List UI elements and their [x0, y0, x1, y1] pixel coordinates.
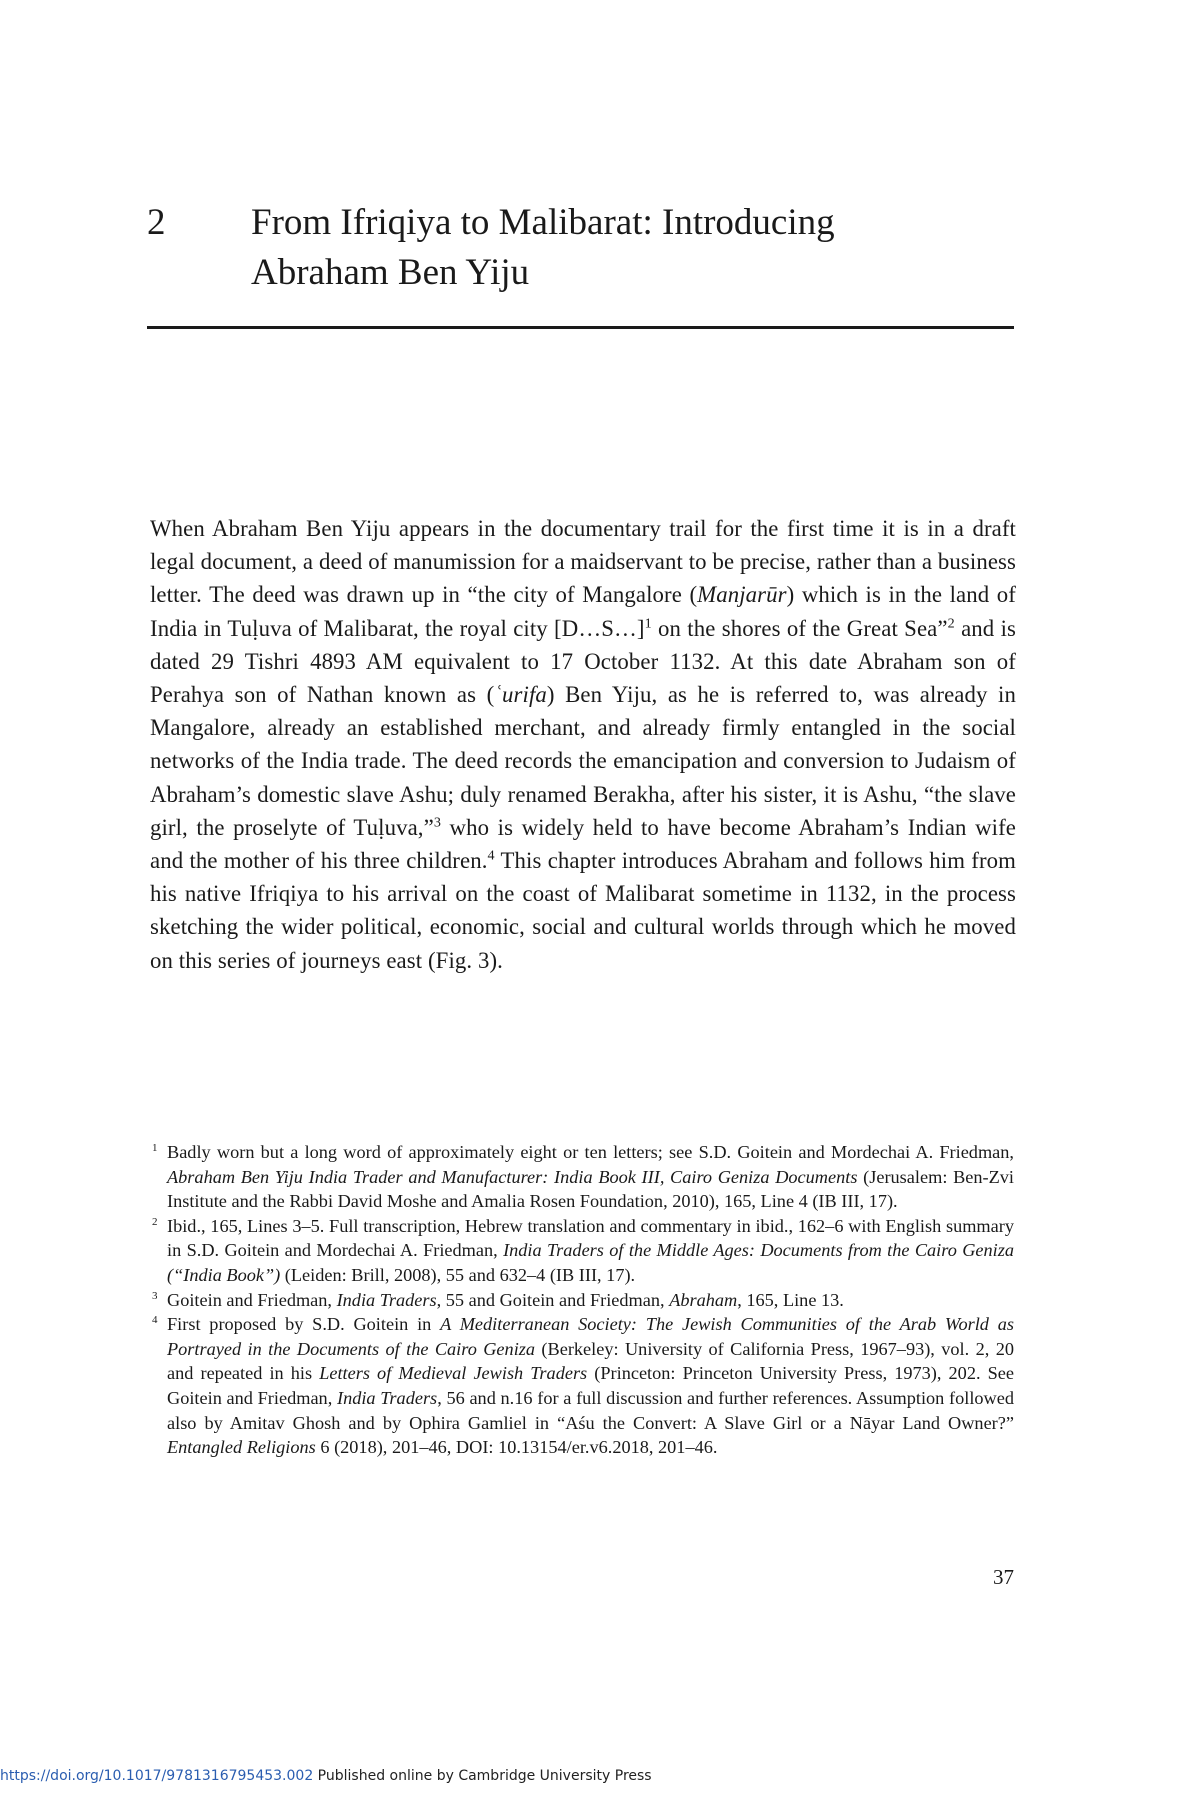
footnote-text: , 55 and Goitein and Friedman,	[436, 1289, 670, 1310]
footnote-text: 6 (2018), 201–46, DOI: 10.13154/er.v6.2018, 201–46.	[315, 1437, 718, 1458]
body-text-segment: ) Ben Yiju, as he is referred to, was already in Mangalore, already an established merchant, and already firmly entangled in the social networks of the India trade. The deed records the emancipation and conversion to Judaism of Abraham’s domestic slave Ashu; duly renamed Berakha, after his sister, it is Ashu, “the slave girl, the proselyte of Tuḷuva,”	[150, 682, 1016, 840]
footnote-ref-4[interactable]: 4	[487, 847, 495, 864]
footnotes	[152, 1140, 1014, 1460]
body-italic-term: Manjarūr	[697, 582, 787, 608]
footnote-3	[152, 1288, 1014, 1313]
footnote-ref-2[interactable]: 2	[947, 615, 955, 632]
footnote-mark: 2	[152, 1215, 158, 1228]
footnote-mark: 3	[152, 1289, 158, 1302]
footnote-text: Badly worn but a long word of approximately eight or ten letters; see S.D. Goitein and Mordechai A. Friedman,	[167, 1142, 1014, 1162]
footnote-italic: Abraham	[669, 1289, 738, 1310]
footnote-text: , 165, Line 13.	[737, 1289, 844, 1310]
footnote-text: (Jerusalem: Ben-Zvi Institute and the Rabbi David Moshe and Amalia Rosen Foundation, 2010), 165, Line 4 (IB III, 17).	[167, 1166, 1014, 1212]
publisher-notice: Published online by Cambridge University Press	[313, 1768, 652, 1784]
footnote-ref-1[interactable]: 1	[644, 615, 652, 632]
body-paragraph	[150, 512, 1016, 977]
chapter-title-line-1: From Ifriqiya to Malibarat: Introducing	[251, 202, 835, 243]
footnote-italic: India Traders	[336, 1289, 437, 1310]
body-text-segment: ) which is in the land of India in Tuḷuva of Malibarat, the royal city [D…S…]	[150, 582, 1016, 641]
footnote-text: First proposed by S.D. Goitein in	[167, 1314, 441, 1335]
footnote-italic: India Traders	[336, 1387, 438, 1408]
chapter-title-line-2: Abraham Ben Yiju	[251, 252, 530, 293]
footnote-mark: 4	[152, 1314, 158, 1327]
doi-footer	[0, 1766, 800, 1786]
doi-link[interactable]: https://doi.org/10.1017/9781316795453.002	[0, 1768, 314, 1784]
footnote-text: (Princeton: Princeton University Press, 1973), 202. See Goitein and Friedman,	[167, 1363, 1014, 1408]
chapter-rule	[147, 326, 1014, 329]
footnote-italic: A Mediterranean Society: The Jewish Communities of the Arab World as Portrayed in the Documents of the Cairo Geniza	[167, 1314, 1014, 1359]
footnote-text: , 56 and n.16 for a full discussion and further references. Assumption followed also by Amitav Ghosh and by Ophira Gamliel in “Aśu the Convert: A Slave Girl or a Nāyar Land Owner?”	[167, 1387, 1015, 1433]
footnote-italic: Entangled Religions	[167, 1437, 316, 1458]
footnote-2	[152, 1214, 1014, 1288]
body-italic-term: ʿurifa	[494, 682, 547, 708]
footnote-italic: India Traders of the Middle Ages: Documents from the Cairo Geniza (“India Book”)	[167, 1240, 1014, 1285]
page-number: 37	[993, 1565, 1014, 1589]
footnote-italic: Letters of Medieval Jewish Traders	[319, 1363, 588, 1384]
footnote-text: (Berkeley: University of California Press, 1967–93), vol. 2, 20 and repeated in his	[167, 1338, 1014, 1384]
body-text-segment: This chapter introduces Abraham and follows him from his native Ifriqiya to his arrival on the coast of Malibarat sometime in 1132, in the process sketching the wider political, economic, social and cultural worlds through which he moved on this series of journeys east (Fig. 3).	[150, 848, 1016, 973]
footnote-4	[152, 1312, 1014, 1460]
footnote-mark: 1	[152, 1142, 158, 1154]
footnote-italic: Abraham Ben Yiju India Trader and Manufacturer: India Book III, Cairo Geniza Documents	[167, 1166, 858, 1187]
chapter-number: 2	[147, 202, 166, 243]
chapter-title	[251, 198, 1011, 298]
footnote-text: Goitein and Friedman,	[167, 1289, 337, 1310]
footnote-text: (Leiden: Brill, 2008), 55 and 632–4 (IB III, 17).	[280, 1264, 636, 1285]
body-text-segment: who is widely held to have become Abraham’s Indian wife and the mother of his three children.	[150, 814, 1016, 874]
body-text-segment: and is dated 29 Tishri 4893 AM equivalent to 17 October 1132. At this date Abraham son of Perahya son of Nathan known as (	[150, 615, 1016, 708]
body-text-segment: on the shores of the Great Sea”	[651, 615, 948, 641]
footnote-text: Ibid., 165, Lines 3–5. Full transcription, Hebrew translation and commentary in ibid., 162–6 with English summary in S.D. Goitein and Mordechai A. Friedman,	[167, 1215, 1014, 1261]
footnote-1	[152, 1140, 1014, 1214]
body-text-segment: When Abraham Ben Yiju appears in the documentary trail for the first time it is in a draft legal document, a deed of manumission for a maidservant to be precise, rather than a business letter. The deed was drawn up in “the city of Mangalore (	[150, 516, 1016, 608]
footnote-ref-3[interactable]: 3	[433, 814, 441, 831]
